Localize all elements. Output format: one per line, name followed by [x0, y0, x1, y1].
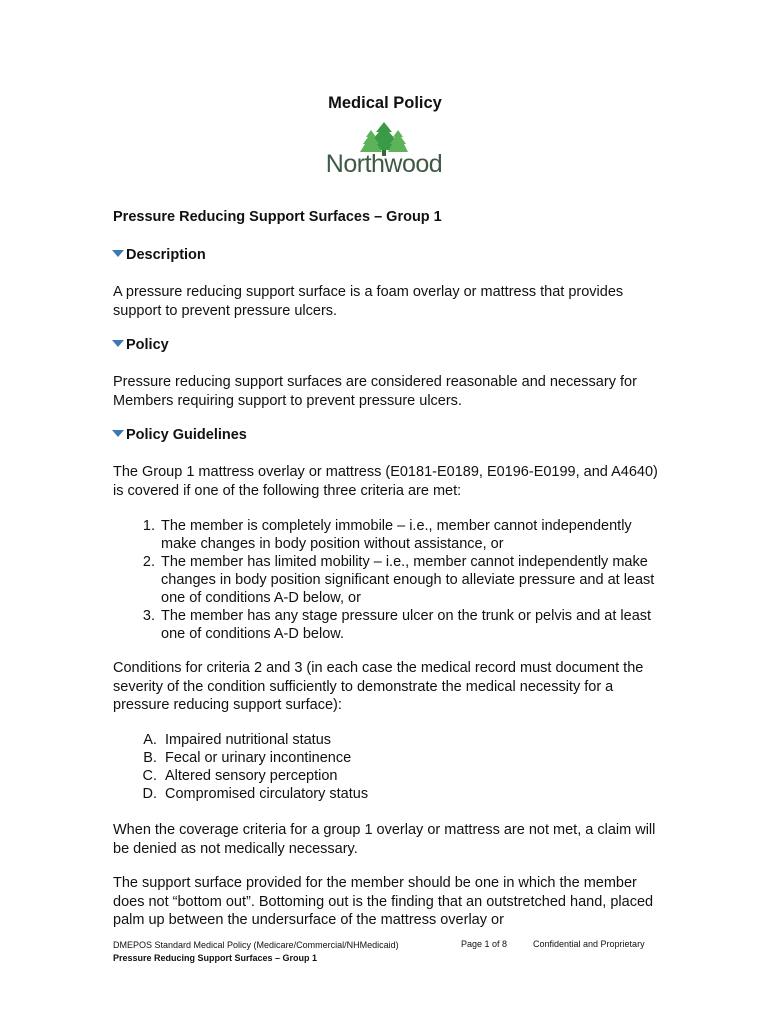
conditions-list	[113, 731, 658, 803]
denial-text: When the coverage criteria for a group 1 overlay or mattress are not met, a claim will be denied as not medically necessary.	[113, 822, 656, 857]
footer-confidential: Confidential and Proprietary	[533, 939, 645, 949]
section-heading-label: Policy Guidelines	[126, 427, 247, 443]
bottom-out-text: The support surface provided for the member should be one in which the member does not “bottom out”. Bottoming out is the finding that an outstretched hand, placed palm up between the undersurface of the mattress overlay or	[113, 875, 654, 928]
logo-wordmark: Northwood	[325, 150, 443, 178]
guidelines-intro: The Group 1 mattress overlay or mattress (E0181-E0189, E0196-E0199, and A4640) is covered if one of the following three criteria are met:	[113, 464, 658, 499]
footer-policy-line: DMEPOS Standard Medical Policy (Medicare/Commercial/NHMedicaid)	[113, 940, 399, 950]
footer-page-number: Page 1 of 8	[461, 939, 508, 949]
bottom-out-block	[113, 874, 658, 930]
list-item: A. Impaired nutritional status	[161, 731, 658, 749]
document-title: Pressure Reducing Support Surfaces – Group 1	[113, 209, 442, 225]
collapse-triangle-icon[interactable]	[112, 250, 124, 257]
guidelines-intro-block	[113, 463, 658, 500]
list-item: 1. The member is completely immobile – i.e., member cannot independently make changes in body position without assistance, or	[159, 517, 658, 553]
collapse-triangle-icon[interactable]	[112, 430, 124, 437]
conditions-intro-block	[113, 659, 658, 715]
section-heading-policy[interactable]	[113, 337, 658, 353]
conditions-intro: Conditions for criteria 2 and 3 (in each case the medical record must document the severity of the condition sufficiently to demonstrate the medical necessity for a pressure reducing support surface):	[113, 660, 644, 713]
footer-left	[113, 939, 399, 965]
list-item: B. Fecal or urinary incontinence	[161, 749, 658, 767]
section-heading-label: Policy	[126, 337, 169, 353]
conditions-list-block	[113, 731, 658, 803]
description-section	[113, 283, 658, 320]
list-item: 2. The member has limited mobility – i.e., member cannot independently make changes in body position significant enough to alleviate pressure and at least one of conditions A-D below, or	[159, 553, 658, 607]
section-heading-label: Description	[126, 247, 206, 263]
criteria-list-block	[113, 517, 658, 643]
section-heading-description[interactable]	[113, 247, 658, 263]
section-heading-guidelines[interactable]	[113, 427, 658, 443]
policy-text: Pressure reducing support surfaces are considered reasonable and necessary for Members requiring support to prevent pressure ulcers.	[113, 374, 637, 409]
northwood-logo	[322, 122, 446, 184]
footer-doc-title: Pressure Reducing Support Surfaces – Group 1	[113, 953, 318, 963]
list-item: D. Compromised circulatory status	[161, 785, 658, 803]
description-text: A pressure reducing support surface is a foam overlay or mattress that provides support to prevent pressure ulcers.	[113, 284, 624, 319]
list-item: 3. The member has any stage pressure ulcer on the trunk or pelvis and at least one of conditions A-D below.	[159, 607, 658, 643]
denial-block	[113, 821, 658, 858]
page-title: Medical Policy	[328, 94, 442, 112]
policy-section	[113, 373, 658, 410]
criteria-list	[113, 517, 658, 643]
collapse-triangle-icon[interactable]	[112, 340, 124, 347]
list-item: C. Altered sensory perception	[161, 767, 658, 785]
